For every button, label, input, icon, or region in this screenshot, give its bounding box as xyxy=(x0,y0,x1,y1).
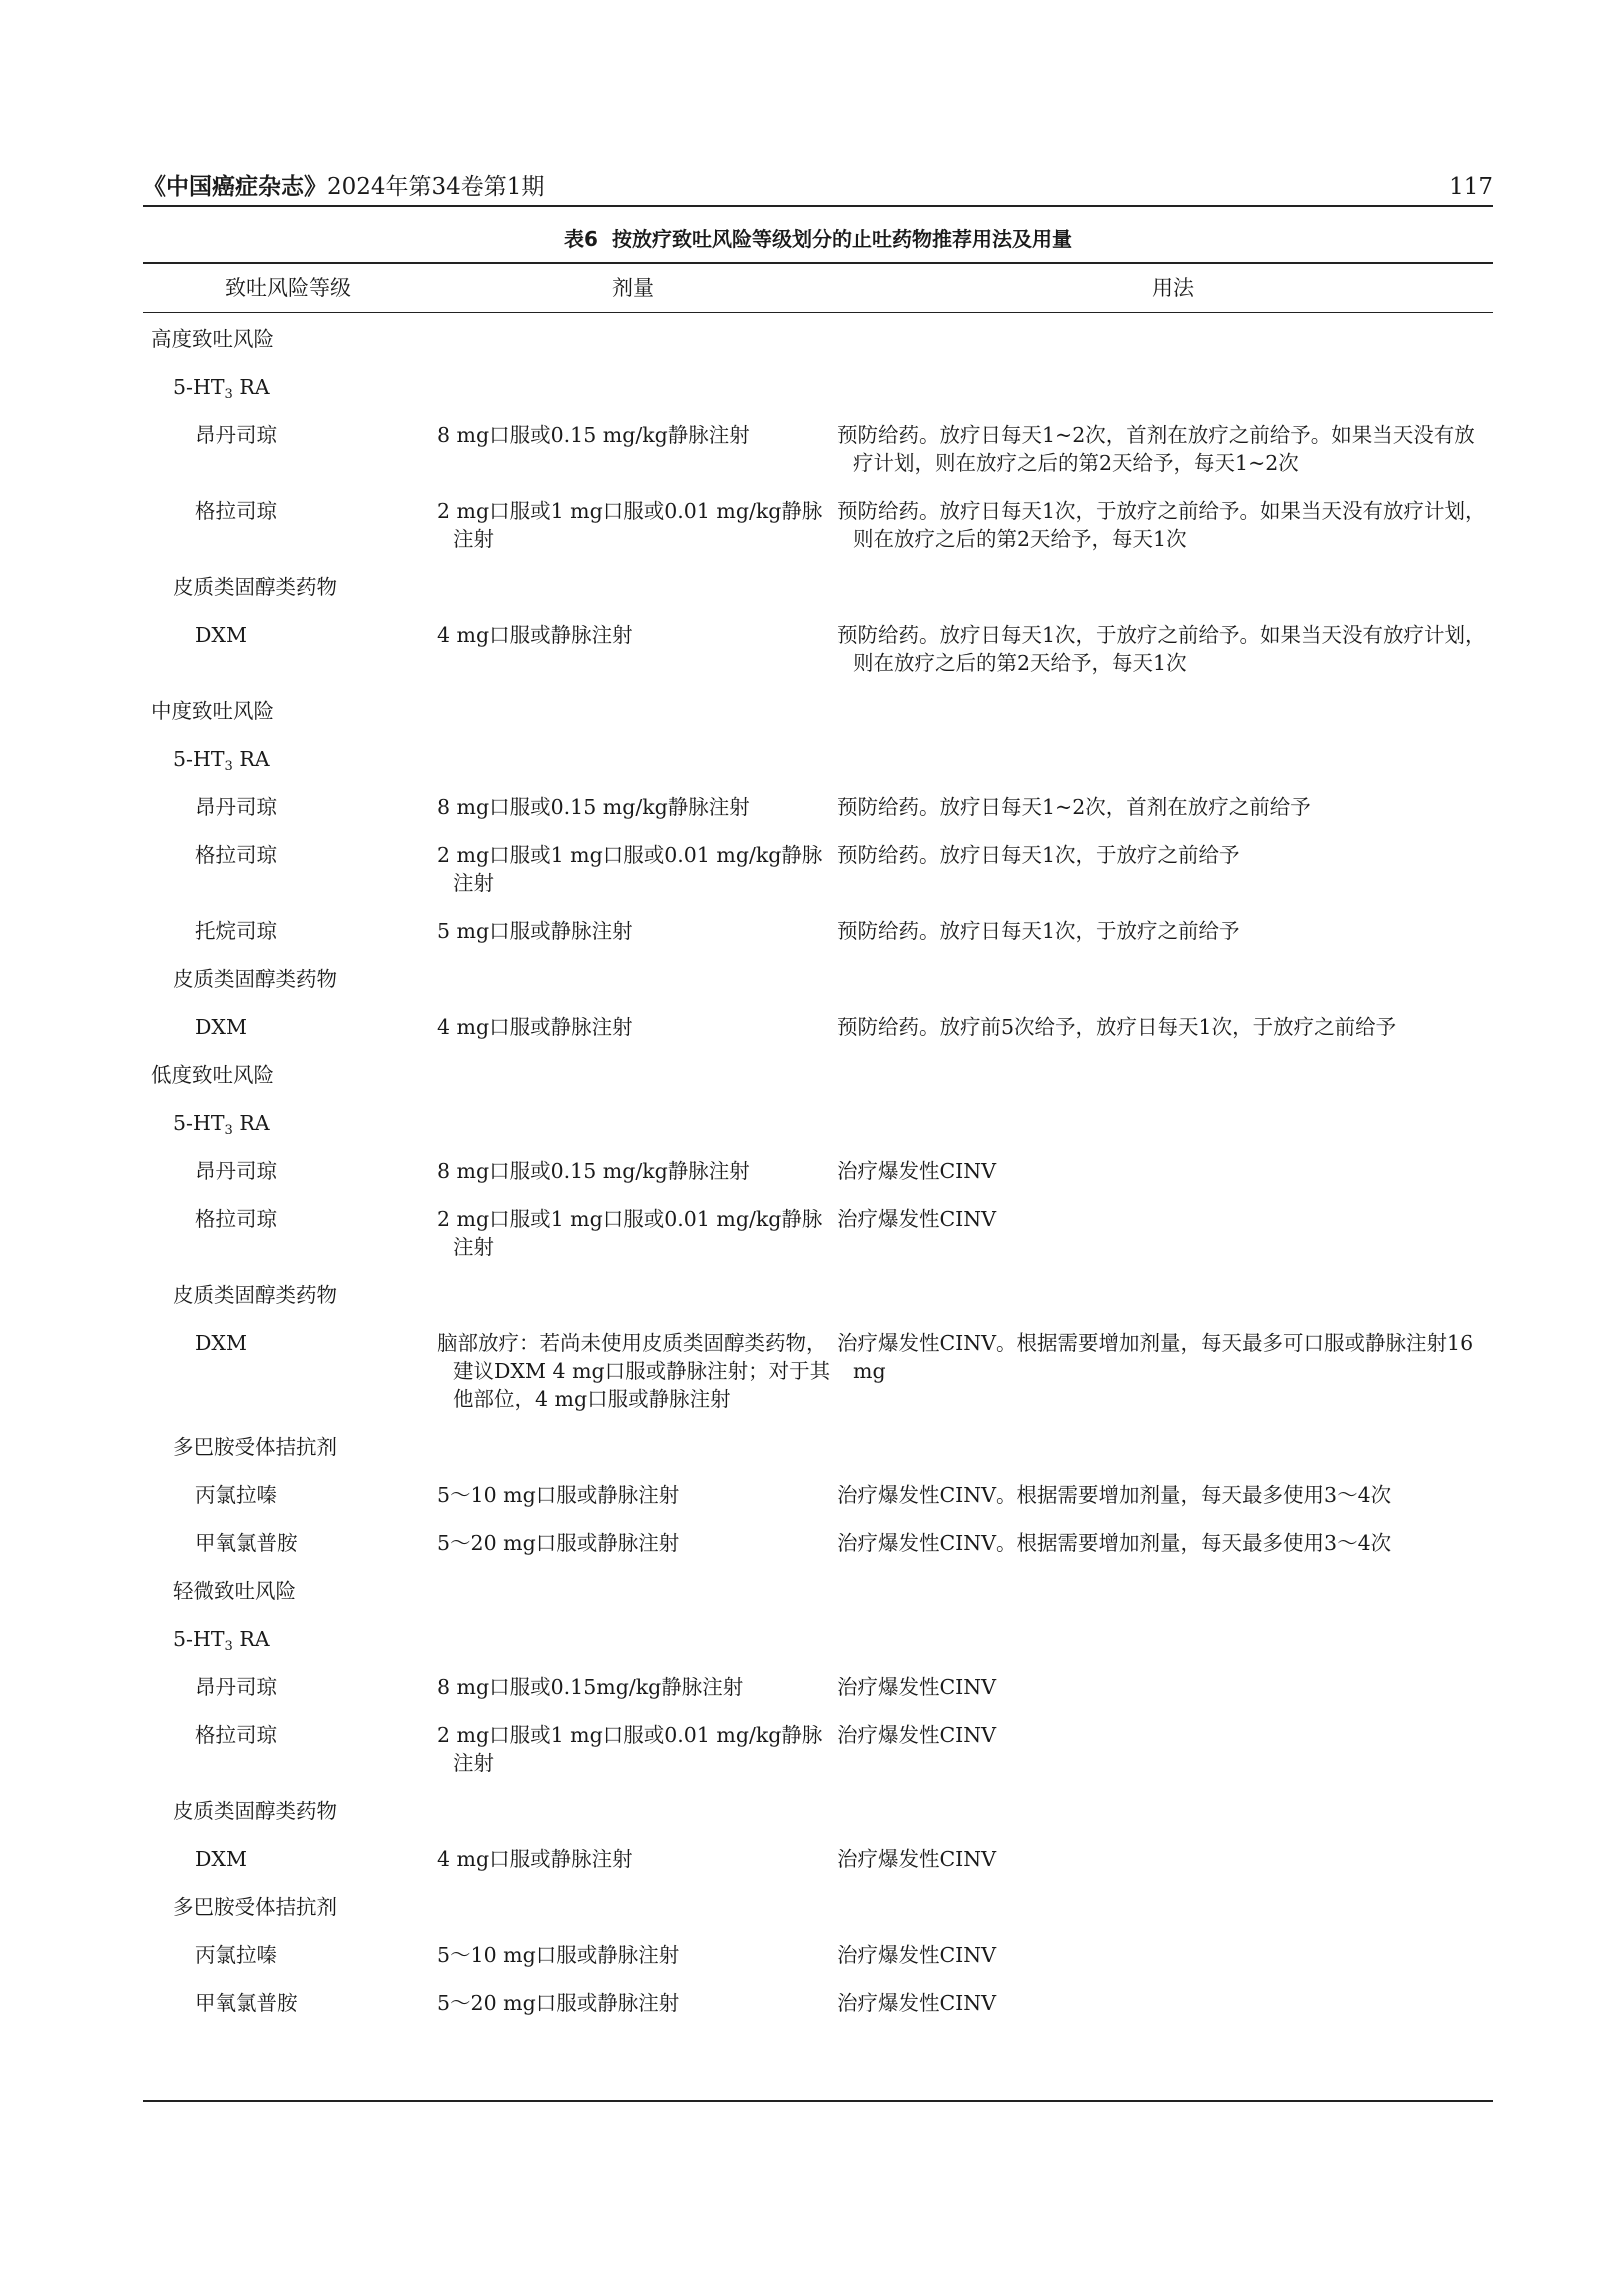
table-row xyxy=(143,487,1493,563)
usage-cell: 治疗爆发性CINV。根据需要增加剂量，每天最多可口服或静脉注射16 mg xyxy=(837,1331,1474,1383)
dose-cell: 2 mg口服或1 mg口服或0.01 mg/kg静脉注射 xyxy=(437,843,823,895)
table-row xyxy=(143,831,1493,907)
drug-class-name: 5-HT xyxy=(173,375,225,399)
table-row xyxy=(143,1835,1493,1883)
table-row xyxy=(143,1519,1493,1567)
usage-cell: 治疗爆发性CINV xyxy=(837,1943,997,1967)
table-row xyxy=(143,315,1493,363)
risk-level-cell: 昂丹司琼 xyxy=(195,795,277,819)
risk-level-cell: 格拉司琼 xyxy=(195,1723,277,1747)
risk-level-cell: 丙氯拉嗪 xyxy=(195,1943,277,1967)
table-row xyxy=(143,363,1493,411)
risk-level-cell: 托烷司琼 xyxy=(195,919,277,943)
table-row xyxy=(143,1099,1493,1147)
table-row xyxy=(143,1423,1493,1471)
dose-cell: 脑部放疗：若尚未使用皮质类固醇类药物，建议DXM 4 mg口服或静脉注射；对于其他部位，4 mg口服或静脉注射 xyxy=(437,1331,831,1411)
risk-level-cell: 皮质类固醇类药物 xyxy=(173,967,337,991)
usage-cell: 预防给药。放疗日每天1次，于放疗之前给予 xyxy=(837,919,1240,943)
table-top-rule xyxy=(143,262,1493,264)
risk-level-cell: 高度致吐风险 xyxy=(151,327,274,351)
usage-cell: 预防给药。放疗日每天1次，于放疗之前给予。如果当天没有放疗计划，则在放疗之后的第2天给予，每天1次 xyxy=(837,623,1486,675)
usage-cell: 预防给药。放疗日每天1~2次，首剂在放疗之前给予。如果当天没有放疗计划，则在放疗之后的第2天给予，每天1~2次 xyxy=(837,423,1475,475)
table-title: 按放疗致吐风险等级划分的止吐药物推荐用法及用量 xyxy=(611,227,1072,251)
risk-level-cell: 格拉司琼 xyxy=(195,843,277,867)
table-row xyxy=(143,687,1493,735)
table-row xyxy=(143,1471,1493,1519)
risk-level-cell: DXM xyxy=(195,1015,248,1039)
drug-class-suffix: RA xyxy=(232,1627,270,1651)
usage-cell: 预防给药。放疗日每天1次，于放疗之前给予。如果当天没有放疗计划，则在放疗之后的第2天给予，每天1次 xyxy=(837,499,1486,551)
risk-level-cell: 皮质类固醇类药物 xyxy=(173,1799,337,1823)
risk-level-cell xyxy=(143,1625,433,1653)
table-caption xyxy=(143,224,1493,254)
subscript: 3 xyxy=(224,759,233,774)
risk-level-cell xyxy=(143,745,433,773)
table-row xyxy=(143,1195,1493,1271)
drug-class-suffix: RA xyxy=(232,1111,270,1135)
dose-cell: 2 mg口服或1 mg口服或0.01 mg/kg静脉注射 xyxy=(437,1723,823,1775)
table-row xyxy=(143,955,1493,1003)
dose-cell: 5～20 mg口服或静脉注射 xyxy=(437,1991,680,2015)
table-row xyxy=(143,611,1493,687)
journal-citation xyxy=(143,170,544,204)
usage-cell: 预防给药。放疗日每天1次，于放疗之前给予 xyxy=(837,843,1240,867)
usage-cell: 治疗爆发性CINV xyxy=(837,1159,997,1183)
table-row xyxy=(143,1979,1493,2027)
drug-class-name: 5-HT xyxy=(173,1627,225,1651)
risk-level-cell: 甲氧氯普胺 xyxy=(195,1531,298,1555)
dose-cell: 5～10 mg口服或静脉注射 xyxy=(437,1483,680,1507)
subscript: 3 xyxy=(224,387,233,402)
page-number: 117 xyxy=(1449,174,1493,200)
dose-cell: 5 mg口服或静脉注射 xyxy=(437,919,633,943)
table-row xyxy=(143,1147,1493,1195)
dose-cell: 8 mg口服或0.15mg/kg静脉注射 xyxy=(437,1675,744,1699)
risk-level-cell: 多巴胺受体拮抗剂 xyxy=(173,1895,337,1919)
risk-level-cell: 轻微致吐风险 xyxy=(173,1579,296,1603)
dose-cell: 5～20 mg口服或静脉注射 xyxy=(437,1531,680,1555)
usage-cell: 治疗爆发性CINV xyxy=(837,1675,997,1699)
table-row xyxy=(143,1051,1493,1099)
risk-level-cell: 昂丹司琼 xyxy=(195,423,277,447)
risk-level-cell: 甲氧氯普胺 xyxy=(195,1991,298,2015)
usage-cell: 治疗爆发性CINV xyxy=(837,1207,997,1231)
usage-cell: 预防给药。放疗日每天1~2次，首剂在放疗之前给予 xyxy=(837,795,1311,819)
table-row xyxy=(143,1271,1493,1319)
table-row xyxy=(143,411,1493,487)
dose-cell: 2 mg口服或1 mg口服或0.01 mg/kg静脉注射 xyxy=(437,499,823,551)
journal-name: 《中国癌症杂志》 xyxy=(143,173,327,200)
dose-cell: 8 mg口服或0.15 mg/kg静脉注射 xyxy=(437,795,750,819)
table-row xyxy=(143,1567,1493,1615)
dose-cell: 4 mg口服或静脉注射 xyxy=(437,1847,633,1871)
dose-cell: 8 mg口服或0.15 mg/kg静脉注射 xyxy=(437,1159,750,1183)
table-row xyxy=(143,1615,1493,1663)
risk-level-cell xyxy=(143,1109,433,1137)
risk-level-cell: 多巴胺受体拮抗剂 xyxy=(173,1435,337,1459)
table-row xyxy=(143,1319,1493,1423)
table-label: 表6 xyxy=(564,227,598,251)
risk-level-cell: 格拉司琼 xyxy=(195,1207,277,1231)
column-header-level: 致吐风险等级 xyxy=(225,276,351,300)
drug-class-name: 5-HT xyxy=(173,747,225,771)
risk-level-cell: DXM xyxy=(195,1331,248,1355)
dose-cell: 5～10 mg口服或静脉注射 xyxy=(437,1943,680,1967)
table-row xyxy=(143,1663,1493,1711)
dose-cell: 8 mg口服或0.15 mg/kg静脉注射 xyxy=(437,423,750,447)
dose-cell: 2 mg口服或1 mg口服或0.01 mg/kg静脉注射 xyxy=(437,1207,823,1259)
table-row xyxy=(143,735,1493,783)
header-rule xyxy=(143,205,1493,207)
risk-level-cell xyxy=(143,373,433,401)
dose-cell: 4 mg口服或静脉注射 xyxy=(437,623,633,647)
risk-level-cell: 格拉司琼 xyxy=(195,499,277,523)
table-row xyxy=(143,783,1493,831)
table-row xyxy=(143,907,1493,955)
table-body xyxy=(143,315,1493,2027)
drug-class-suffix: RA xyxy=(232,747,270,771)
usage-cell: 预防给药。放疗前5次给予，放疗日每天1次，于放疗之前给予 xyxy=(837,1015,1397,1039)
journal-issue: 2024年第34卷第1期 xyxy=(327,174,545,200)
drug-class-suffix: RA xyxy=(232,375,270,399)
table-row xyxy=(143,1883,1493,1931)
table-row xyxy=(143,1003,1493,1051)
risk-level-cell: 丙氯拉嗪 xyxy=(195,1483,277,1507)
table-row xyxy=(143,1711,1493,1787)
page-header xyxy=(143,170,1493,204)
risk-level-cell: 低度致吐风险 xyxy=(151,1063,274,1087)
subscript: 3 xyxy=(224,1639,233,1654)
usage-cell: 治疗爆发性CINV xyxy=(837,1847,997,1871)
table-row xyxy=(143,563,1493,611)
usage-cell: 治疗爆发性CINV。根据需要增加剂量，每天最多使用3～4次 xyxy=(837,1531,1392,1555)
risk-level-cell: DXM xyxy=(195,1847,248,1871)
risk-level-cell: 昂丹司琼 xyxy=(195,1159,277,1183)
table-row xyxy=(143,1787,1493,1835)
risk-level-cell: 中度致吐风险 xyxy=(151,699,274,723)
column-header-dose: 剂量 xyxy=(612,276,654,300)
table-bottom-rule xyxy=(143,2100,1493,2102)
risk-level-cell: 昂丹司琼 xyxy=(195,1675,277,1699)
column-header-usage: 用法 xyxy=(1152,276,1194,300)
risk-level-cell: DXM xyxy=(195,623,248,647)
table-row xyxy=(143,1931,1493,1979)
dose-cell: 4 mg口服或静脉注射 xyxy=(437,1015,633,1039)
risk-level-cell: 皮质类固醇类药物 xyxy=(173,575,337,599)
risk-level-cell: 皮质类固醇类药物 xyxy=(173,1283,337,1307)
usage-cell: 治疗爆发性CINV xyxy=(837,1991,997,2015)
usage-cell: 治疗爆发性CINV xyxy=(837,1723,997,1747)
table-header-rule xyxy=(143,312,1493,313)
usage-cell: 治疗爆发性CINV。根据需要增加剂量，每天最多使用3～4次 xyxy=(837,1483,1392,1507)
drug-class-name: 5-HT xyxy=(173,1111,225,1135)
subscript: 3 xyxy=(224,1123,233,1138)
